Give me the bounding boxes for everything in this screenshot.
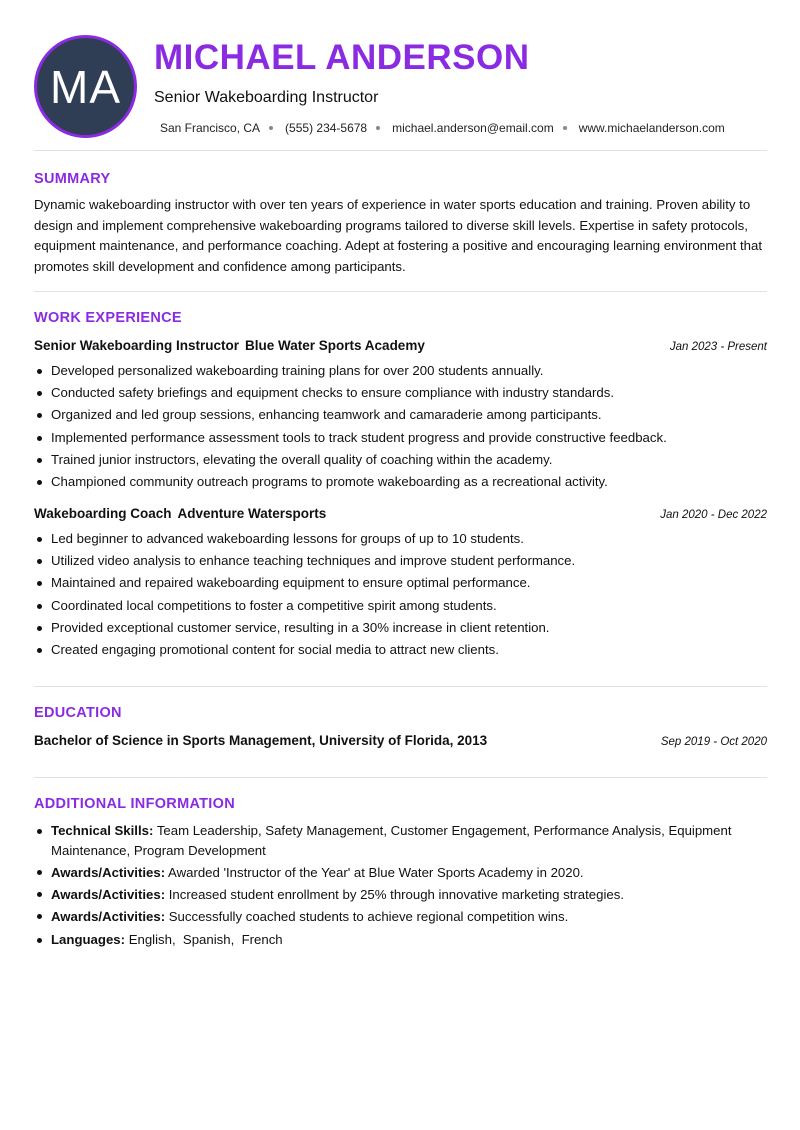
item-text: Team Leadership, Safety Management, Customer Engagement, Performance Analysis, Equipment Maintenance, Program Development <box>51 823 732 858</box>
list-item <box>34 885 774 905</box>
item-label: Languages: <box>51 932 126 947</box>
summary-text: Dynamic wakeboarding instructor with over ten years of experience in water sports education and training. Proven ability to design and implement comprehensive wakeboarding programs tailored to diverse skill levels. Expertise in safety protocols, equipment maintenance, and performance coaching. Adept at fostering a positive and encouraging learning environment that promotes skill development and confidence among participants. <box>34 197 762 274</box>
contact-phone: (555) 234-5678 <box>285 121 368 135</box>
separator-dot <box>563 126 567 130</box>
separator-dot <box>376 126 380 130</box>
contact-location: San Francisco, CA <box>160 121 261 135</box>
list-item: Trained junior instructors, elevating the overall quality of coaching within the academy. <box>34 450 774 472</box>
job-company: Adventure Watersports <box>177 506 327 521</box>
list-item: Championed community outreach programs to promote wakeboarding as a recreational activity. <box>34 472 774 494</box>
job-dates-2: Jan 2020 - Dec 2022 <box>660 509 767 521</box>
list-item <box>34 863 774 883</box>
list-item: Coordinated local competitions to foster a competitive spirit among students. <box>34 596 774 618</box>
item-label: Awards/Activities: <box>51 908 166 924</box>
list-item: Led beginner to advanced wakeboarding lessons for groups of up to 10 students. <box>34 529 774 551</box>
contact-email[interactable]: michael.anderson@email.com <box>392 121 554 135</box>
job-dates-1: Jan 2023 - Present <box>669 341 767 353</box>
list-item: Organized and led group sessions, enhancing teamwork and camaraderie among participants. <box>34 405 774 427</box>
list-item: Utilized video analysis to enhance teaching techniques and improve student performance. <box>34 551 774 573</box>
separator-dot <box>269 126 273 130</box>
avatar <box>34 35 137 138</box>
divider <box>34 686 767 687</box>
list-item <box>34 930 774 950</box>
list-item: Conducted safety briefings and equipment checks to ensure compliance with industry standards. <box>34 383 774 405</box>
divider <box>34 150 767 151</box>
list-item: Created engaging promotional content for social media to attract new clients. <box>34 640 774 662</box>
education-degree: Bachelor of Science in Sports Management, University of Florida, 2013 <box>34 733 488 748</box>
contact-website[interactable]: www.michaelanderson.com <box>578 121 725 135</box>
job-title-2 <box>34 506 326 521</box>
list-item <box>34 907 774 927</box>
additional-list <box>34 821 774 952</box>
list-item: Provided exceptional customer service, resulting in a 30% increase in client retention. <box>34 618 774 640</box>
list-item: Maintained and repaired wakeboarding equipment to ensure optimal performance. <box>34 573 774 595</box>
contact-row <box>160 121 725 135</box>
candidate-name: MICHAEL ANDERSON <box>154 38 530 77</box>
item-label: Awards/Activities: <box>51 864 166 880</box>
divider <box>34 777 767 778</box>
education-dates: Sep 2019 - Oct 2020 <box>660 736 767 748</box>
item-text: Increased student enrollment by 25% through innovative marketing strategies. <box>168 886 624 902</box>
job-bullets-2 <box>34 529 774 662</box>
divider <box>34 291 767 292</box>
job-title-1 <box>34 338 425 353</box>
job-bullets-1 <box>34 361 774 494</box>
candidate-title: Senior Wakeboarding Instructor <box>154 89 379 106</box>
summary-heading: SUMMARY <box>34 171 111 187</box>
list-item: Developed personalized wakeboarding training plans for over 200 students annually. <box>34 361 774 383</box>
avatar-initials: MA <box>50 60 121 113</box>
item-label: Awards/Activities: <box>51 886 166 902</box>
job-role: Senior Wakeboarding Instructor <box>34 338 240 353</box>
item-label: Technical Skills: <box>51 823 154 838</box>
item-text: Successfully coached students to achieve regional competition wins. <box>168 908 569 924</box>
job-company: Blue Water Sports Academy <box>245 338 425 353</box>
education-heading: EDUCATION <box>34 705 122 721</box>
experience-heading: WORK EXPERIENCE <box>34 310 182 326</box>
additional-heading: ADDITIONAL INFORMATION <box>34 796 235 812</box>
list-item <box>34 821 774 860</box>
item-text: Awarded 'Instructor of the Year' at Blue Water Sports Academy in 2020. <box>168 864 584 880</box>
list-item: Implemented performance assessment tools to track student progress and provide constructive feedback. <box>34 428 774 450</box>
job-role: Wakeboarding Coach <box>34 506 172 521</box>
item-text: English, Spanish, French <box>128 932 283 947</box>
